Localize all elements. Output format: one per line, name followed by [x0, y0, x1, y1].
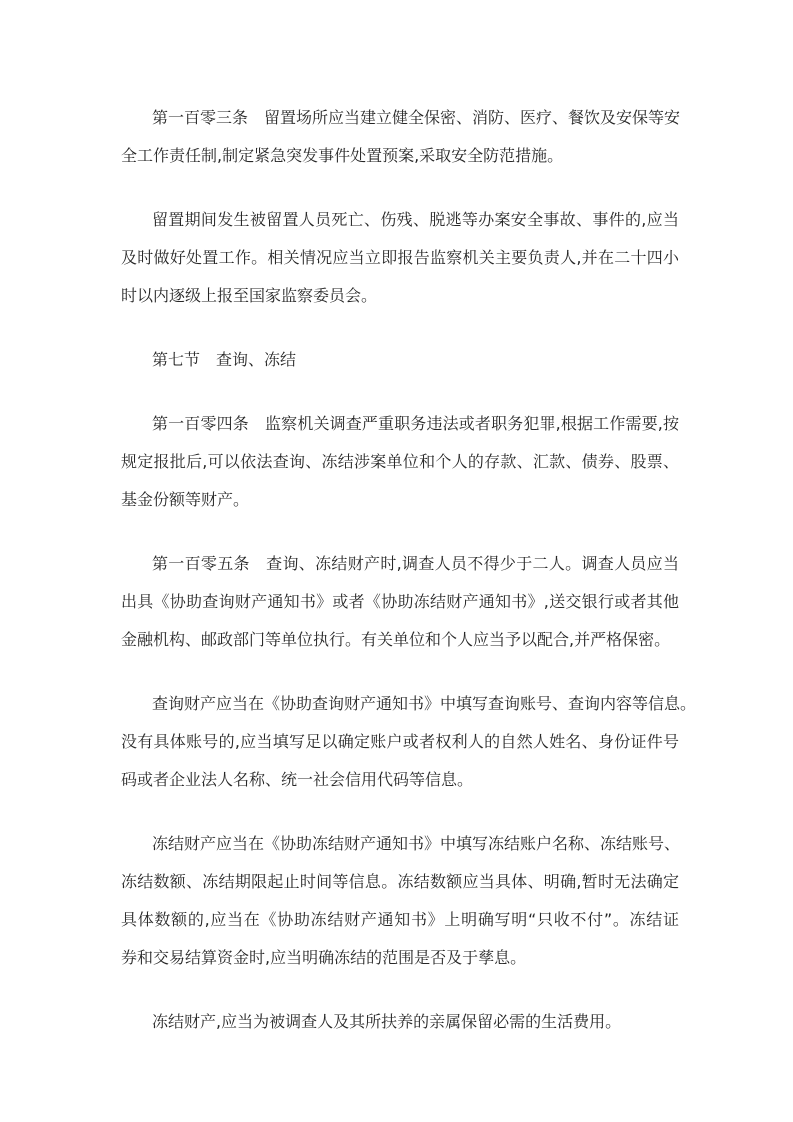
text-line: 码或者企业法人名称、统一社会信用代码等信息。 — [121, 770, 474, 789]
document-page — [121, 99, 697, 1067]
paragraph-freeze-property — [121, 825, 679, 977]
text-line: 冻结财产,应当为被调查人及其所扶养的亲属保留必需的生活费用。 — [152, 1012, 622, 1031]
text-line: 出具《协助查询财产通知书》或者《协助冻结财产通知书》,送交银行或者其他 — [121, 592, 679, 611]
paragraph-detention-incidents — [121, 201, 679, 315]
paragraph-query-property — [121, 685, 697, 799]
text-line: 第一百零五条 查询、冻结财产时,调查人员不得少于二人。调查人员应当 — [152, 554, 679, 573]
text-line: 冻结财产应当在《协助冻结财产通知书》中填写冻结账户名称、冻结账号、 — [152, 834, 681, 853]
section-title: 第七节 查询、冻结 — [152, 350, 297, 369]
text-line: 时以内逐级上报至国家监察委员会。 — [121, 286, 378, 305]
text-line: 第一百零三条 留置场所应当建立健全保密、消防、医疗、餐饮及安保等安 — [152, 108, 681, 127]
text-line: 及时做好处置工作。相关情况应当立即报告监察机关主要负责人,并在二十四小 — [121, 248, 679, 267]
text-line: 没有具体账号的,应当填写足以确定账户或者权利人的自然人姓名、身份证件号 — [121, 732, 679, 751]
article-103 — [121, 99, 679, 175]
text-line: 基金份额等财产。 — [121, 490, 250, 509]
text-line: 冻结数额、冻结期限起止时间等信息。冻结数额应当具体、明确,暂时无法确定 — [121, 872, 679, 891]
article-105 — [121, 545, 679, 659]
text-line: 留置期间发生被留置人员死亡、伤残、脱逃等办案安全事故、事件的,应当 — [152, 210, 679, 229]
text-line: 全工作责任制,制定紧急突发事件处置预案,采取安全防范措施。 — [121, 146, 564, 165]
text-line: 第一百零四条 监察机关调查严重职务违法或者职务犯罪,根据工作需要,按 — [152, 414, 679, 433]
text-line: 券和交易结算资金时,应当明确冻结的范围是否及于孳息。 — [121, 948, 527, 967]
section-heading — [121, 341, 679, 379]
text-line: 具体数额的,应当在《协助冻结财产通知书》上明确写明“只收不付”。冻结证 — [121, 910, 679, 929]
text-line: 金融机构、邮政部门等单位执行。有关单位和个人应当予以配合,并严格保密。 — [121, 630, 671, 649]
text-line: 规定报批后,可以依法查询、冻结涉案单位和个人的存款、汇款、债券、股票、 — [121, 452, 679, 471]
article-104 — [121, 405, 679, 519]
paragraph-living-expenses — [121, 1003, 679, 1041]
text-line: 查询财产应当在《协助查询财产通知书》中填写查询账号、查询内容等信息。 — [152, 694, 697, 713]
